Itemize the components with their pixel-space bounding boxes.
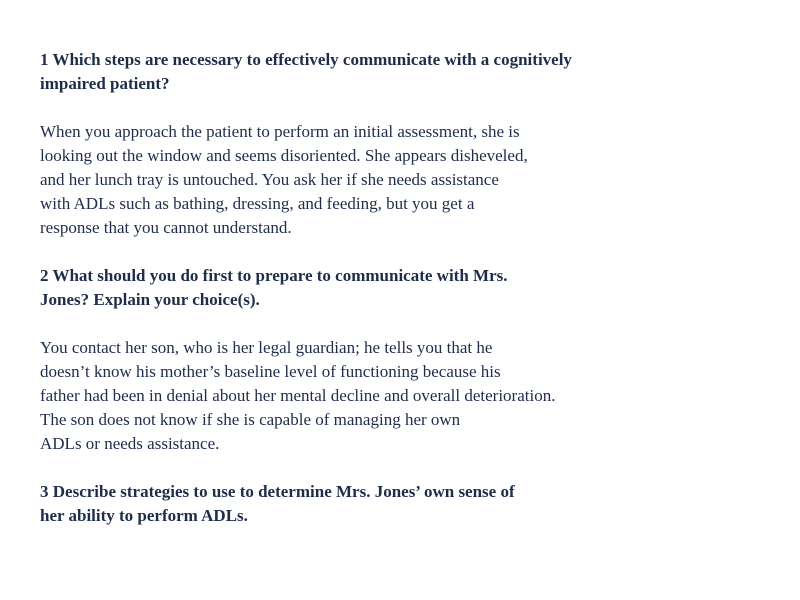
paragraph-2-line-4: The son does not know if she is capable of managing her own	[40, 410, 461, 429]
scenario-paragraph-1	[40, 120, 528, 240]
paragraph-2-line-1: You contact her son, who is her legal guardian; he tells you that he	[40, 338, 493, 357]
paragraph-2-line-5: ADLs or needs assistance.	[40, 434, 220, 453]
question-3-line-1: 3 Describe strategies to use to determine Mrs. Jones’ own sense of	[40, 482, 515, 501]
question-2	[40, 264, 508, 312]
scenario-paragraph-2	[40, 336, 555, 456]
paragraph-1-line-3: and her lunch tray is untouched. You ask her if she needs assistance	[40, 170, 499, 189]
paragraph-1-line-4: with ADLs such as bathing, dressing, and feeding, but you get a	[40, 194, 475, 213]
paragraph-1-line-2: looking out the window and seems disoriented. She appears disheveled,	[40, 146, 528, 165]
question-1-line-1: 1 Which steps are necessary to effectively communicate with a cognitively	[40, 50, 572, 69]
question-1	[40, 48, 572, 96]
question-3-line-2: her ability to perform ADLs.	[40, 506, 248, 525]
question-2-line-1: 2 What should you do first to prepare to communicate with Mrs.	[40, 266, 508, 285]
question-3	[40, 480, 515, 528]
paragraph-1-line-5: response that you cannot understand.	[40, 218, 292, 237]
paragraph-2-line-3: father had been in denial about her mental decline and overall deterioration.	[40, 386, 556, 405]
question-2-line-2: Jones? Explain your choice(s).	[40, 290, 260, 309]
paragraph-2-line-2: doesn’t know his mother’s baseline level of functioning because his	[40, 362, 501, 381]
question-1-line-2: impaired patient?	[40, 74, 170, 93]
paragraph-1-line-1: When you approach the patient to perform an initial assessment, she is	[40, 122, 520, 141]
